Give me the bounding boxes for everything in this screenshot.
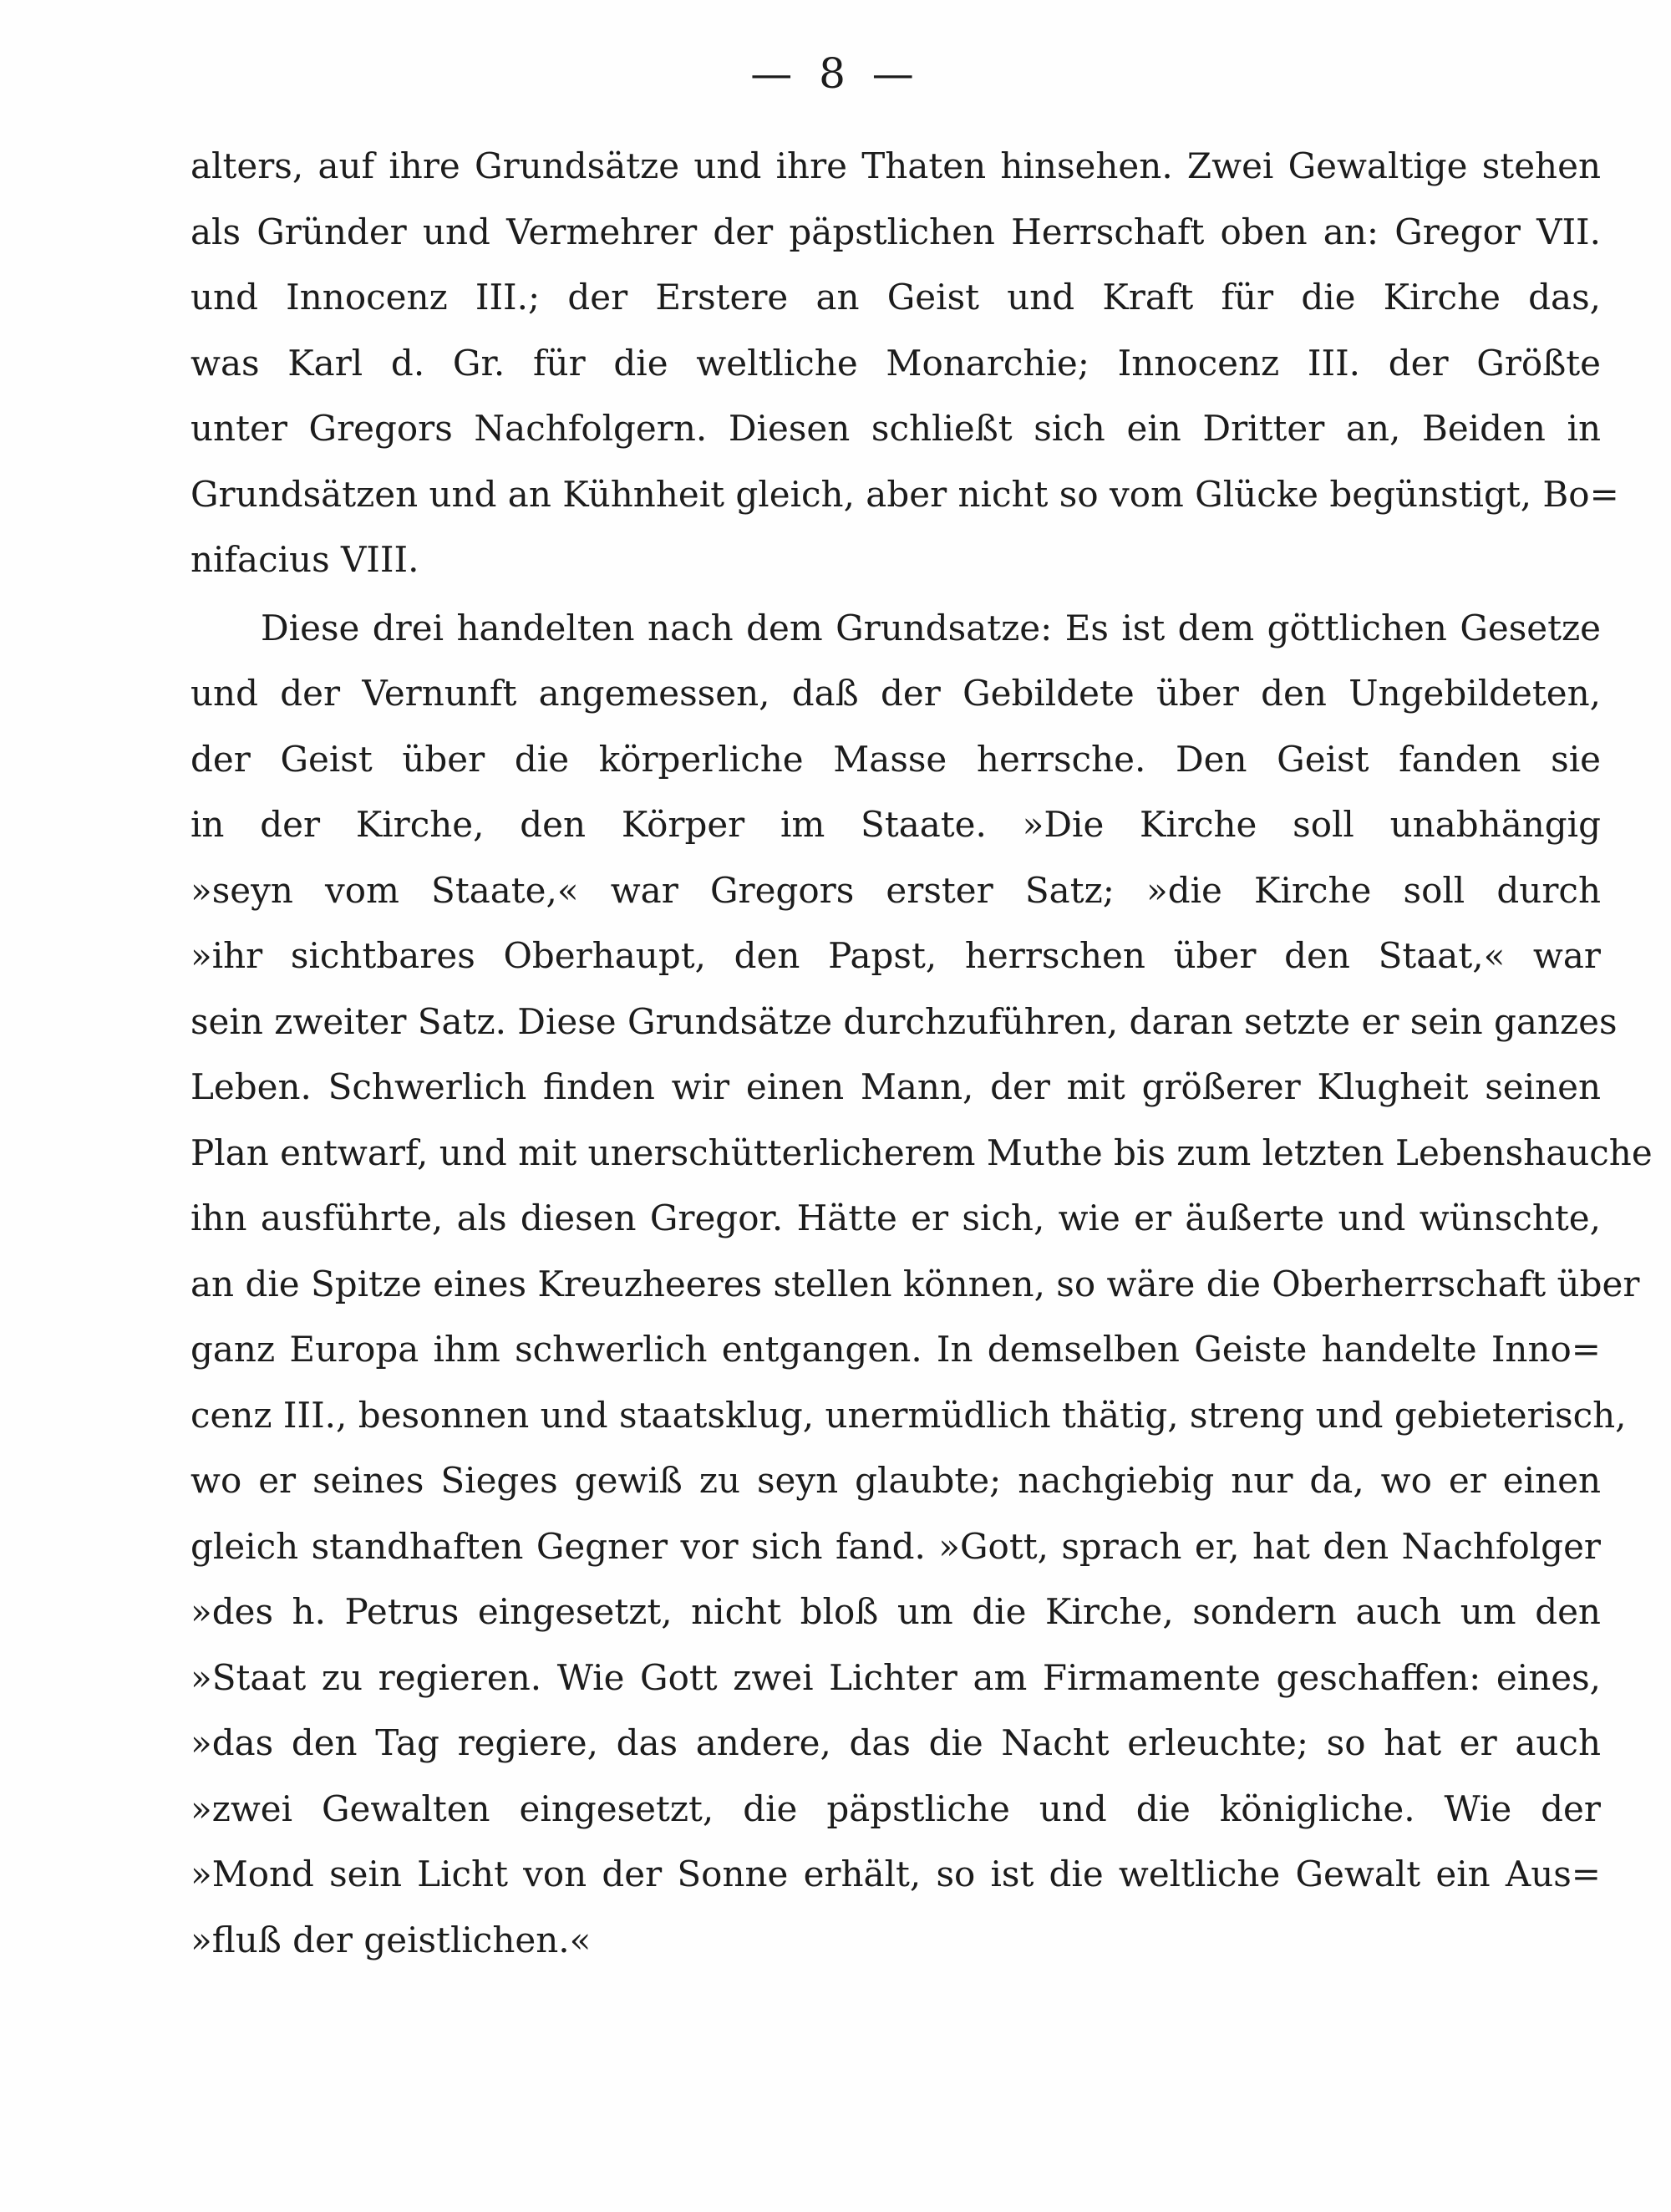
text-line: und Innocenz III.; der Erstere an Geist und Kraft für die Kirche das,	[190, 277, 1601, 318]
text-line: ganz Europa ihm schwerlich entgangen. In demselben Geiste handelte Inno=	[190, 1329, 1601, 1370]
text-line: in der Kirche, den Körper im Staate. »Die Kirche soll unabhängig	[190, 804, 1601, 845]
text-line: »das den Tag regiere, das andere, das die Nacht erleuchte; so hat er auch	[190, 1722, 1601, 1763]
text-line: und der Vernunft angemessen, daß der Gebildete über den Ungebildeten,	[190, 673, 1601, 714]
text-line: was Karl d. Gr. für die weltliche Monarchie; Innocenz III. der Größte	[190, 342, 1601, 384]
text-line: »ihr sichtbares Oberhaupt, den Papst, herrschen über den Staat,« war	[190, 935, 1601, 976]
page-number: — 8 —	[750, 49, 921, 98]
text-line: an die Spitze eines Kreuzheeres stellen können, so wäre die Oberherrschaft über	[190, 1263, 1640, 1304]
text-line: »Mond sein Licht von der Sonne erhält, so ist die weltliche Gewalt ein Aus=	[190, 1854, 1601, 1894]
text-line: Grundsätzen und an Kühnheit gleich, aber nicht so vom Glücke begünstigt, Bo=	[190, 473, 1619, 515]
text-line: »seyn vom Staate,« war Gregors erster Satz; »die Kirche soll durch	[190, 869, 1601, 911]
text-line: »des h. Petrus eingesetzt, nicht bloß um die Kirche, sondern auch um den	[190, 1591, 1601, 1632]
text-line: Plan entwarf, und mit unerschütterlicherem Muthe bis zum letzten Lebenshauche	[190, 1131, 1653, 1173]
text-line: »zwei Gewalten eingesetzt, die päpstliche und die königliche. Wie der	[190, 1787, 1601, 1829]
text-line: wo er seines Sieges gewiß zu seyn glaubte; nachgiebig nur da, wo er einen	[190, 1460, 1601, 1501]
text-line: cenz III., besonnen und staatsklug, unermüdlich thätig, streng und gebieterisch,	[190, 1394, 1627, 1436]
text-line: unter Gregors Nachfolgern. Diesen schließt sich ein Dritter an, Beiden in	[190, 408, 1601, 449]
text-line: sein zweiter Satz. Diese Grundsätze durchzuführen, daran setzte er sein ganzes	[190, 1000, 1618, 1042]
text-line: Leben. Schwerlich finden wir einen Mann, der mit größerer Klugheit seinen	[190, 1066, 1601, 1107]
text-line: als Gründer und Vermehrer der päpstlichen Herrschaft oben an: Gregor VII.	[190, 211, 1601, 252]
text-line: »Staat zu regieren. Wie Gott zwei Lichter am Firmamente geschaffen: eines,	[190, 1656, 1601, 1698]
text-line: der Geist über die körperliche Masse herrsche. Den Geist fanden sie	[190, 738, 1601, 780]
text-line: nifacius VIII.	[190, 539, 419, 580]
text-line: Diese drei handelten nach dem Grundsatze: Es ist dem göttlichen Gesetze	[261, 607, 1601, 648]
body-text	[190, 134, 1653, 1973]
text-line: alters, auf ihre Grundsätze und ihre Thaten hinsehen. Zwei Gewaltige stehen	[190, 145, 1601, 186]
text-line: gleich standhaften Gegner vor sich fand. »Gott, sprach er, hat den Nachfolger	[190, 1525, 1601, 1567]
text-line: ihn ausführte, als diesen Gregor. Hätte er sich, wie er äußerte und wünschte,	[190, 1198, 1601, 1238]
text-line: »fluß der geistlichen.«	[190, 1919, 592, 1960]
